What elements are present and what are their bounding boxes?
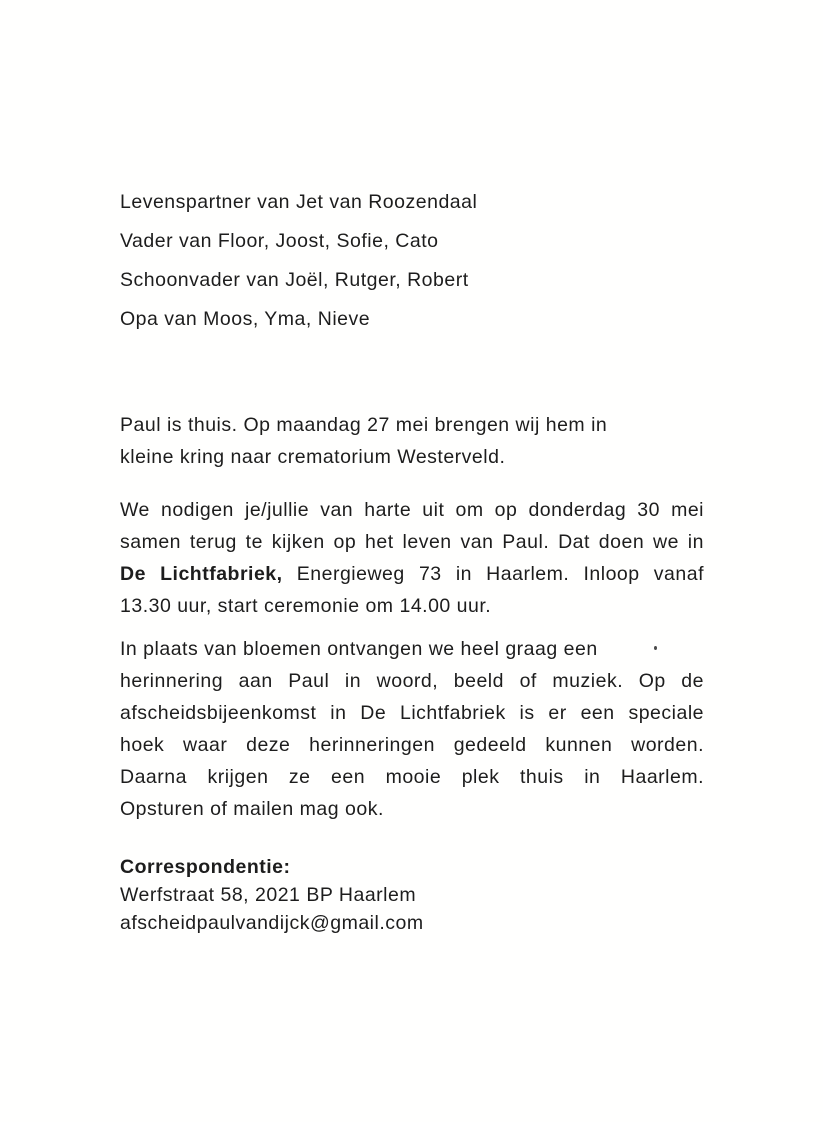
family-line-father: Vader van Floor, Joost, Sofie, Cato — [120, 230, 439, 252]
venue-name-bold: De Lichtfabriek, — [120, 563, 283, 585]
paragraph-invitation-line-venue — [120, 558, 704, 590]
paragraph-memories-line: herinnering aan Paul in woord, beeld of muziek. Op de — [120, 670, 704, 692]
correspondence-block — [120, 853, 704, 937]
paragraph-memories — [120, 633, 704, 825]
paragraph-home — [120, 409, 704, 473]
family-relations-block — [120, 183, 704, 339]
paragraph-memories-line: hoek waar deze herinneringen gedeeld kunnen worden. — [120, 734, 704, 756]
correspondence-email: afscheidpaulvandijck@gmail.com — [120, 912, 424, 934]
family-line-grandfather: Opa van Moos, Yma, Nieve — [120, 308, 371, 330]
paragraph-memories-line: Opsturen of mailen mag ook. — [120, 798, 384, 820]
correspondence-address: Werfstraat 58, 2021 BP Haarlem — [120, 884, 417, 906]
correspondence-heading: Correspondentie: — [120, 856, 291, 878]
paragraph-invitation-line: We nodigen je/jullie van harte uit om op donderdag 30 mei — [120, 499, 704, 521]
paragraph-invitation-line: samen terug te kijken op het leven van Paul. Dat doen we in — [120, 531, 704, 553]
paragraph-memories-line: Daarna krijgen ze een mooie plek thuis in Haarlem. — [120, 766, 704, 788]
paragraph-home-line: kleine kring naar crematorium Westerveld. — [120, 446, 506, 468]
paragraph-memories-line: afscheidsbijeenkomst in De Lichtfabriek is er een speciale — [120, 702, 704, 724]
family-line-father-in-law: Schoonvader van Joël, Rutger, Robert — [120, 269, 469, 291]
venue-address: Energieweg 73 in Haarlem. Inloop vanaf — [296, 563, 704, 585]
paragraph-home-line: Paul is thuis. Op maandag 27 mei brengen wij hem in — [120, 414, 608, 436]
family-line-partner: Levenspartner van Jet van Roozendaal — [120, 191, 478, 213]
paragraph-invitation — [120, 494, 704, 622]
scan-speck-artifact — [654, 646, 657, 650]
paragraph-invitation-line-times: 13.30 uur, start ceremonie om 14.00 uur. — [120, 595, 492, 617]
paragraph-memories-line: In plaats van bloemen ontvangen we heel graag een — [120, 638, 598, 660]
